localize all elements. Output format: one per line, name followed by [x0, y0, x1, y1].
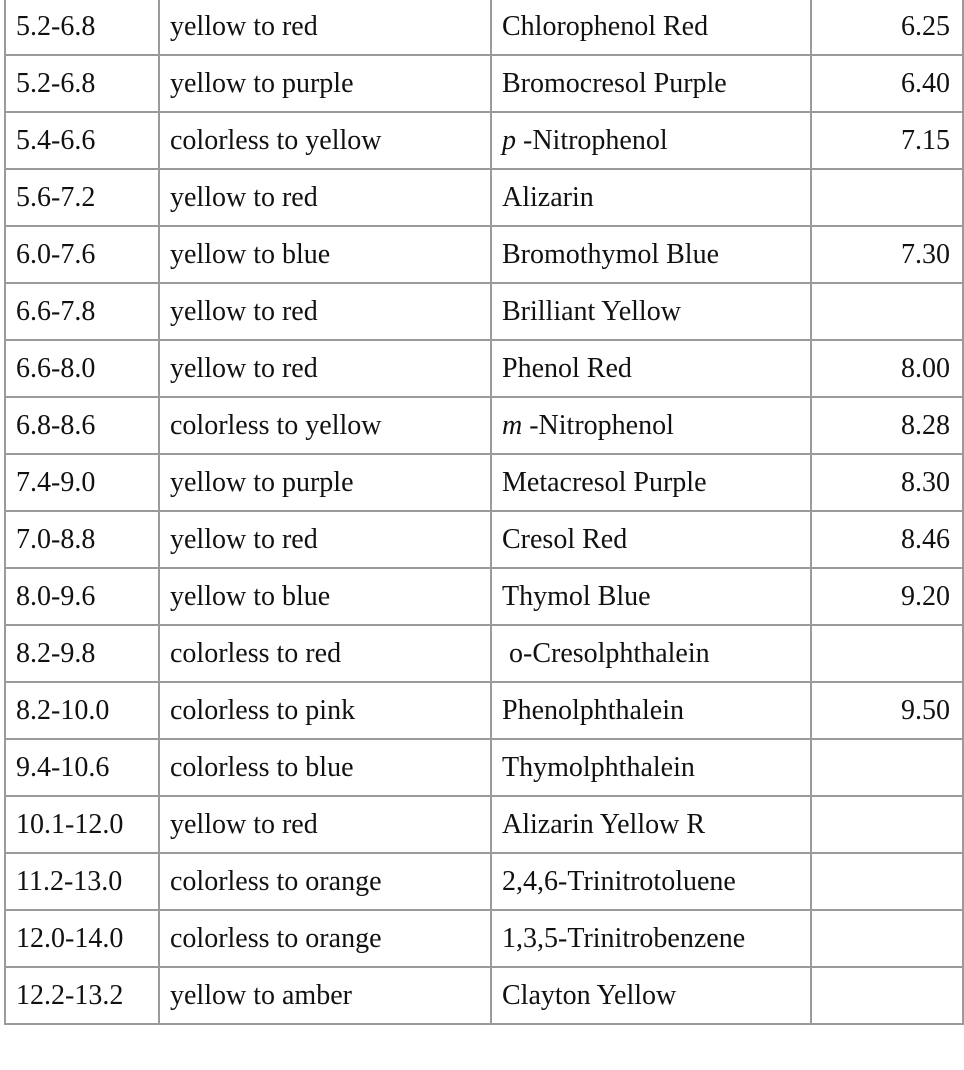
indicator-name: Metacresol Purple — [502, 466, 707, 498]
indicator-name: 2,4,6-Trinitrotoluene — [502, 865, 736, 897]
ph-range-cell: 6.6-7.8 — [5, 283, 159, 340]
indicator-name: Brilliant Yellow — [502, 295, 681, 327]
table-row — [5, 739, 963, 796]
table-row — [5, 682, 963, 739]
table-row — [5, 169, 963, 226]
ph-range-cell: 9.4-10.6 — [5, 739, 159, 796]
ph-range-cell: 6.6-8.0 — [5, 340, 159, 397]
indicator-name-cell — [491, 568, 811, 625]
indicator-name: -Nitrophenol — [516, 124, 668, 156]
ph-range-cell: 8.0-9.6 — [5, 568, 159, 625]
pka-cell — [811, 967, 963, 1024]
indicator-name-cell — [491, 625, 811, 682]
pka-cell — [811, 739, 963, 796]
table-row — [5, 796, 963, 853]
color-change-cell: yellow to blue — [159, 226, 491, 283]
indicator-name: Cresol Red — [502, 523, 628, 555]
indicator-name-cell — [491, 910, 811, 967]
pka-cell: 9.20 — [811, 568, 963, 625]
pka-cell: 8.30 — [811, 454, 963, 511]
ph-range-cell: 8.2-9.8 — [5, 625, 159, 682]
table-row — [5, 397, 963, 454]
pka-cell: 7.15 — [811, 112, 963, 169]
indicator-name-cell — [491, 0, 811, 55]
table-row — [5, 283, 963, 340]
color-change-cell: yellow to red — [159, 0, 491, 55]
indicator-name: Phenolphthalein — [502, 694, 684, 726]
ph-range-cell: 7.4-9.0 — [5, 454, 159, 511]
table-row — [5, 454, 963, 511]
indicator-name: -Nitrophenol — [522, 409, 674, 441]
color-change-cell: yellow to purple — [159, 454, 491, 511]
color-change-cell: colorless to yellow — [159, 112, 491, 169]
indicator-name-cell — [491, 739, 811, 796]
indicator-name: Clayton Yellow — [502, 979, 677, 1011]
pka-cell: 6.40 — [811, 55, 963, 112]
color-change-cell: colorless to pink — [159, 682, 491, 739]
pka-cell — [811, 796, 963, 853]
color-change-cell: colorless to orange — [159, 910, 491, 967]
isomer-prefix: m — [502, 409, 523, 441]
pka-cell: 8.46 — [811, 511, 963, 568]
color-change-cell: yellow to red — [159, 340, 491, 397]
pka-cell — [811, 169, 963, 226]
table-row — [5, 910, 963, 967]
ph-range-cell: 10.1-12.0 — [5, 796, 159, 853]
indicator-name: Thymolphthalein — [502, 751, 695, 783]
color-change-cell: colorless to blue — [159, 739, 491, 796]
ph-range-cell: 5.6-7.2 — [5, 169, 159, 226]
ph-range-cell: 12.0-14.0 — [5, 910, 159, 967]
color-change-cell: yellow to red — [159, 283, 491, 340]
indicator-name-cell — [491, 340, 811, 397]
ph-range-cell: 12.2-13.2 — [5, 967, 159, 1024]
pka-cell — [811, 853, 963, 910]
indicator-table-body — [5, 0, 963, 1024]
color-change-cell: colorless to orange — [159, 853, 491, 910]
ph-range-cell: 7.0-8.8 — [5, 511, 159, 568]
indicator-name-cell — [491, 511, 811, 568]
color-change-cell: yellow to amber — [159, 967, 491, 1024]
table-row — [5, 511, 963, 568]
indicator-name-cell — [491, 853, 811, 910]
pka-cell: 9.50 — [811, 682, 963, 739]
pka-cell — [811, 283, 963, 340]
indicator-name-cell — [491, 397, 811, 454]
table-row — [5, 55, 963, 112]
table-row — [5, 568, 963, 625]
indicator-name-cell — [491, 796, 811, 853]
color-change-cell: yellow to blue — [159, 568, 491, 625]
indicator-name-cell — [491, 283, 811, 340]
table-row — [5, 0, 963, 55]
indicator-name-cell — [491, 169, 811, 226]
ph-range-cell: 6.8-8.6 — [5, 397, 159, 454]
ph-range-cell: 5.2-6.8 — [5, 55, 159, 112]
table-row — [5, 853, 963, 910]
indicator-name-cell — [491, 682, 811, 739]
table-row — [5, 226, 963, 283]
indicator-name-cell — [491, 967, 811, 1024]
color-change-cell: yellow to red — [159, 796, 491, 853]
pka-cell: 8.00 — [811, 340, 963, 397]
table-row — [5, 112, 963, 169]
indicator-name: Chlorophenol Red — [502, 10, 709, 42]
color-change-cell: yellow to red — [159, 511, 491, 568]
indicator-name-cell — [491, 112, 811, 169]
ph-range-cell: 5.2-6.8 — [5, 0, 159, 55]
color-change-cell: colorless to red — [159, 625, 491, 682]
table-row — [5, 340, 963, 397]
color-change-cell: yellow to red — [159, 169, 491, 226]
indicator-name: Phenol Red — [502, 352, 632, 384]
indicator-name: 1,3,5-Trinitrobenzene — [502, 922, 746, 954]
table-row — [5, 967, 963, 1024]
isomer-prefix: p — [502, 124, 516, 156]
pka-cell — [811, 625, 963, 682]
pka-cell: 6.25 — [811, 0, 963, 55]
color-change-cell: yellow to purple — [159, 55, 491, 112]
table-row — [5, 625, 963, 682]
pka-cell — [811, 910, 963, 967]
pka-cell: 8.28 — [811, 397, 963, 454]
indicator-name: o-Cresolphthalein — [502, 637, 710, 669]
color-change-cell: colorless to yellow — [159, 397, 491, 454]
indicator-name-cell — [491, 226, 811, 283]
indicator-name: Alizarin — [502, 181, 594, 213]
indicator-name: Alizarin Yellow R — [502, 808, 705, 840]
pka-cell: 7.30 — [811, 226, 963, 283]
ph-range-cell: 11.2-13.0 — [5, 853, 159, 910]
indicator-name: Bromocresol Purple — [502, 67, 727, 99]
ph-range-cell: 8.2-10.0 — [5, 682, 159, 739]
indicator-name: Thymol Blue — [502, 580, 651, 612]
indicator-name-cell — [491, 55, 811, 112]
indicator-name-cell — [491, 454, 811, 511]
ph-range-cell: 6.0-7.6 — [5, 226, 159, 283]
ph-range-cell: 5.4-6.6 — [5, 112, 159, 169]
indicator-name: Bromothymol Blue — [502, 238, 719, 270]
indicator-table — [4, 0, 964, 1025]
